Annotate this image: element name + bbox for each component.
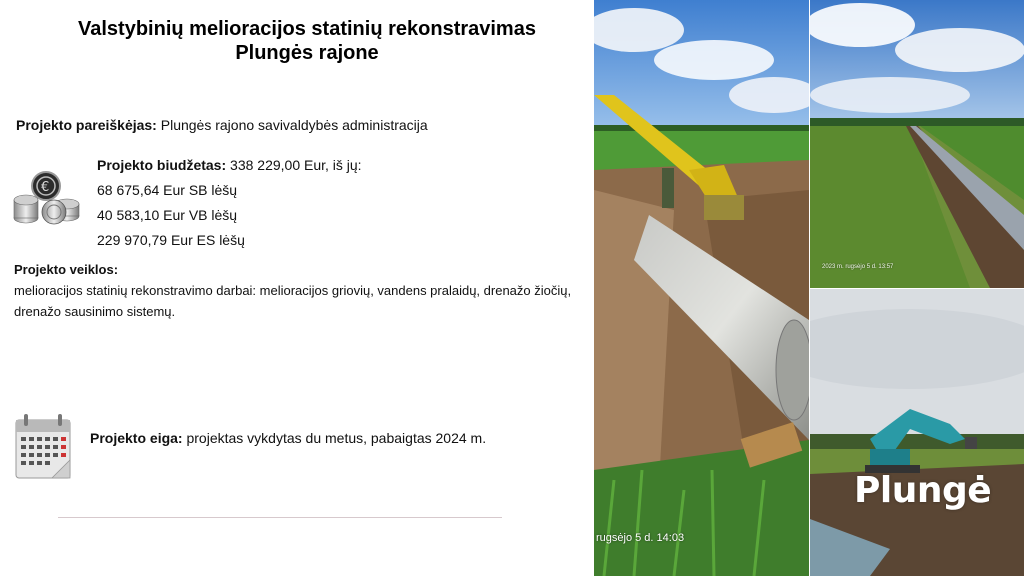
budget-item-es: 229 970,79 Eur ES lėšų [97,232,245,248]
coins-icon [12,160,82,232]
budget-item-vb: 40 583,10 Eur VB lėšų [97,207,238,223]
applicant-row [16,116,576,134]
title-line-1: Valstybinių melioracijos statinių rekonstravimas [78,18,536,40]
photo-excavator-field [810,289,1024,576]
divider-line [58,517,502,518]
photo-timestamp-top-right: 2023 m. rugsėjo 5 d. 13:57 [822,264,894,270]
budget-block [97,153,577,253]
applicant-label: Projekto pareiškėjas: [16,117,157,133]
calendar-icon [12,410,76,482]
applicant-value: Plungės rajono savivaldybės administracija [156,117,428,133]
activities-block [14,259,592,322]
photo-pipe-installation [594,0,809,576]
svg-text:€: € [41,180,50,195]
progress-row [90,429,590,447]
plunge-logo: Plungė [854,470,992,511]
page-title [20,17,594,65]
progress-label: Projekto eiga: [90,430,183,446]
budget-total: 338 229,00 Eur, iš jų: [226,157,362,173]
activities-label-text: Projekto veiklos: [14,262,119,277]
progress-value: projektas vykdytas du metus, pabaigtas 2024 m. [182,430,487,446]
activities-label [14,259,592,280]
budget-total-line [97,153,577,178]
photo-drainage-ditch [810,0,1024,288]
activities-text: melioracijos statinių rekonstravimo darbai: melioracijos griovių, vandens pralaidų, drenažo žiočių, drenažo sausinimo sistemų. [14,283,572,319]
photo-timestamp-left: rugsėjo 5 d. 14:03 [596,532,685,544]
budget-item-sb: 68 675,64 Eur SB lėšų [97,182,238,198]
title-line-2: Plungės rajone [235,42,379,64]
budget-label: Projekto biudžetas: [97,157,227,173]
